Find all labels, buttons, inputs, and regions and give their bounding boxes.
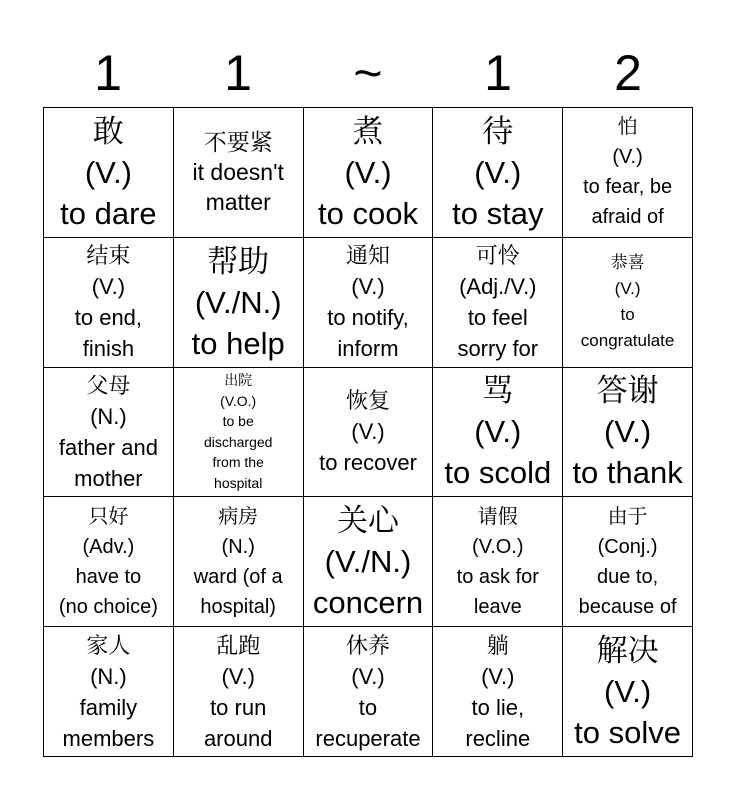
cell-meaning: to stay [452,195,544,231]
cell-meaning: to feel sorry for [457,305,539,362]
cell-chinese: 敢 [92,113,124,149]
cell-part-of-speech: (V.O.) [220,392,257,409]
cell-meaning: to recuperate [315,694,421,751]
header-letter: 1 [484,45,512,101]
cell-meaning: to lie, recline [465,694,531,751]
cell-meaning: to dare [60,195,157,231]
cell-chinese: 可怜 [475,243,520,269]
bingo-cell [563,627,693,757]
bingo-cell [304,108,434,238]
bingo-cell [433,497,563,627]
bingo-cell [174,497,304,627]
cell-part-of-speech: (V.) [221,663,255,689]
cell-part-of-speech: (V.) [474,414,522,450]
cell-meaning: due to, because of [578,565,677,618]
cell-part-of-speech: (V.) [481,663,515,689]
cell-meaning: concern [312,585,424,621]
cell-part-of-speech: (V.) [84,154,132,190]
header-letter: 1 [224,45,252,101]
cell-part-of-speech: (V.) [344,154,392,190]
cell-part-of-speech: (N.) [221,535,255,558]
header-letter: 1 [94,45,122,101]
bingo-cell [563,368,693,498]
cell-meaning: to end, finish [74,305,143,362]
cell-meaning: to cook [318,195,418,231]
cell-part-of-speech: (V.O.) [472,535,524,558]
bingo-cell [304,238,434,368]
bingo-cell [44,627,174,757]
cell-chinese: 家人 [86,632,131,658]
cell-chinese: 骂 [482,373,514,409]
cell-part-of-speech: (Conj.) [597,535,658,558]
cell-part-of-speech: (Adj./V.) [459,274,537,300]
cell-chinese: 结束 [86,243,131,269]
cell-meaning: to scold [444,455,552,491]
cell-part-of-speech: (V.) [351,274,385,300]
cell-chinese: 恭喜 [610,253,645,273]
cell-chinese: 乱跑 [216,632,261,658]
cell-chinese: 帮助 [207,243,270,279]
cell-meaning: to recover [319,450,417,476]
cell-part-of-speech: (V./N.) [324,544,412,580]
cell-meaning: family members [62,694,155,751]
cell-meaning: to solve [574,715,682,751]
bingo-cell [563,238,693,368]
bingo-cell [433,368,563,498]
bingo-cell [174,238,304,368]
cell-chinese: 煮 [352,113,384,149]
bingo-cell [433,108,563,238]
cell-meaning: to help [191,325,285,361]
cell-chinese: 恢复 [345,388,390,414]
bingo-cell [563,497,693,627]
cell-chinese: 解决 [596,633,659,669]
header-letter: 2 [614,45,642,101]
cell-chinese: 病房 [218,505,259,528]
cell-part-of-speech: (V./N.) [194,284,282,320]
cell-chinese: 不要紧 [203,129,273,156]
cell-part-of-speech: (V.) [474,154,522,190]
cell-chinese: 躺 [486,632,509,658]
bingo-cell [44,368,174,498]
cell-part-of-speech: (V.) [91,274,126,300]
cell-part-of-speech: (N.) [90,403,127,429]
bingo-cell [44,497,174,627]
cell-meaning: have to (no choice) [58,565,158,618]
cell-part-of-speech: (V.) [351,663,385,689]
cell-part-of-speech: (V.) [614,279,641,299]
bingo-cell [304,368,434,498]
cell-meaning: to run around [203,694,273,751]
cell-meaning: to thank [572,455,683,491]
bingo-cell [174,108,304,238]
bingo-board [43,107,693,757]
bingo-cell [174,627,304,757]
bingo-cell [174,368,304,498]
cell-chinese: 怕 [617,116,638,139]
bingo-cell [433,627,563,757]
cell-part-of-speech: (N.) [90,663,127,689]
cell-chinese: 父母 [86,372,131,398]
cell-meaning: to ask for leave [456,565,539,618]
cell-chinese: 由于 [607,505,648,528]
bingo-cell [563,108,693,238]
cell-chinese: 答谢 [596,373,659,409]
cell-meaning: ward (of a hospital) [193,565,283,618]
cell-chinese: 待 [482,113,514,149]
cell-meaning: father and mother [58,434,158,491]
cell-part-of-speech: (Adv.) [82,535,135,558]
cell-part-of-speech: (V.) [612,146,643,169]
cell-part-of-speech: (V.) [604,674,652,710]
cell-meaning: to notify, inform [327,305,409,362]
cell-part-of-speech: (V.) [351,419,385,445]
cell-chinese: 只好 [88,505,129,528]
cell-chinese: 休养 [345,632,390,658]
cell-meaning: to fear, be afraid of [583,176,673,229]
cell-meaning: to be discharged from the hospital [203,413,273,491]
cell-chinese: 请假 [477,505,518,528]
header-letter: ~ [353,45,383,101]
bingo-cell [304,497,434,627]
bingo-header [43,40,693,106]
bingo-cell [44,108,174,238]
cell-meaning: it doesn't matter [192,159,284,216]
cell-chinese: 关心 [336,503,399,539]
cell-part-of-speech: (V.) [604,414,652,450]
bingo-cell [44,238,174,368]
cell-meaning: to congratulate [580,305,675,351]
cell-chinese: 出院 [224,372,253,389]
bingo-cell [433,238,563,368]
cell-chinese: 通知 [345,243,390,269]
bingo-cell [304,627,434,757]
